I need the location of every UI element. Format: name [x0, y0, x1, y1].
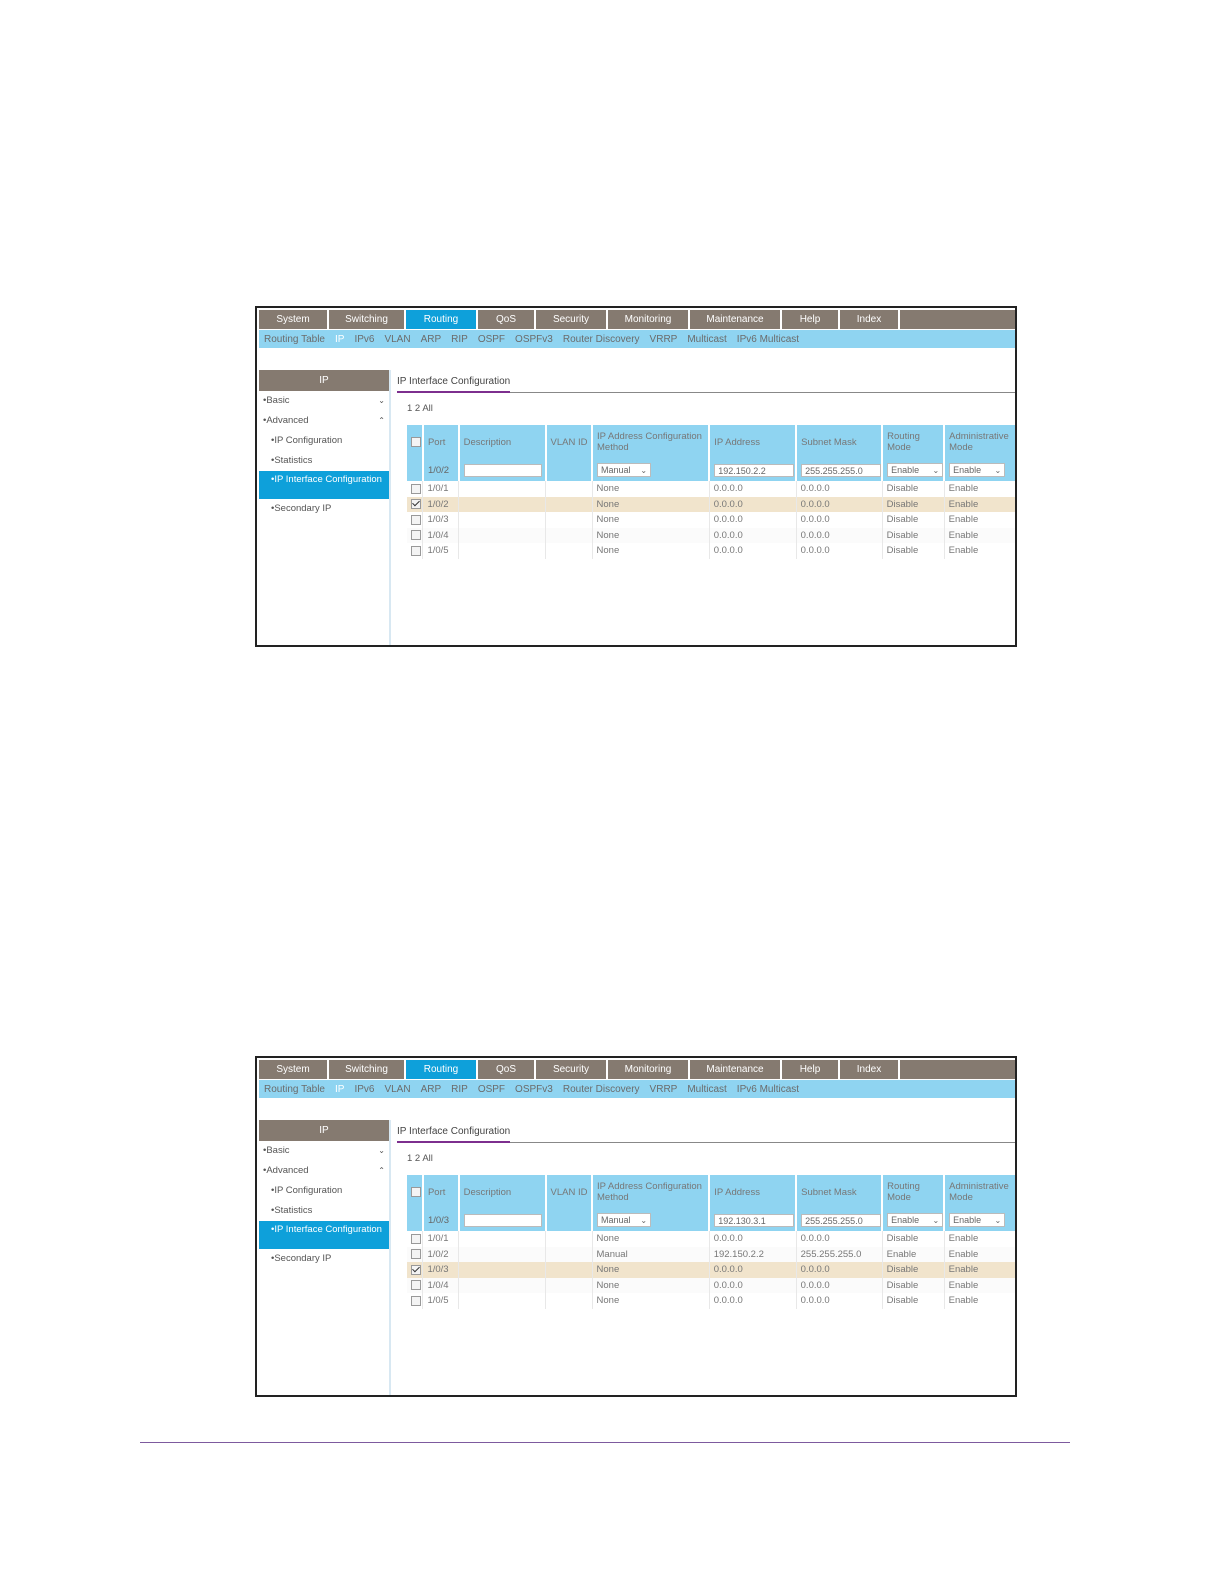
- select-all-checkbox[interactable]: [411, 437, 421, 447]
- cell-vlan-id: [546, 497, 592, 513]
- tab-qos[interactable]: QoS: [478, 1060, 536, 1079]
- cell-admin-mode: Enable: [944, 1278, 1016, 1294]
- cell-ip-address: 0.0.0.0: [709, 1231, 796, 1247]
- cell-method: None: [592, 481, 709, 497]
- column-header-subnet-mask: Subnet Mask: [796, 1175, 882, 1209]
- cell-method: None: [592, 497, 709, 513]
- cell-admin-mode: Enable: [944, 1293, 1016, 1309]
- edit-row: [407, 459, 1016, 481]
- sidebar: [259, 1120, 391, 1395]
- top-nav: [259, 1060, 1017, 1079]
- column-header-subnet-mask: Subnet Mask: [796, 425, 882, 459]
- edit-row: [407, 1209, 1016, 1231]
- tab-switching[interactable]: Switching: [329, 1060, 406, 1079]
- cell-vlan-id: [546, 481, 592, 497]
- sidebar-item-label: Statistics: [274, 455, 313, 466]
- row-checkbox[interactable]: [411, 1265, 421, 1275]
- bullet-icon: •: [263, 395, 267, 406]
- cell-port: 1/0/4: [423, 1278, 459, 1294]
- cell-port: 1/0/2: [423, 1247, 459, 1263]
- cell-vlan-id: [546, 528, 592, 544]
- subtab-ipv6[interactable]: IPv6: [354, 333, 375, 345]
- cell-description: [459, 1293, 546, 1309]
- edit-check-cell: [407, 459, 423, 481]
- pager[interactable]: 1 2 All: [407, 1153, 433, 1164]
- tab-system[interactable]: System: [259, 310, 329, 329]
- ip-address-input[interactable]: 192.130.3.1: [714, 1214, 794, 1227]
- method-select[interactable]: [597, 463, 651, 477]
- sidebar-title: IP: [259, 370, 389, 391]
- cell-description: [459, 543, 546, 559]
- top-nav: [259, 310, 1017, 329]
- cell-port: 1/0/5: [423, 1293, 459, 1309]
- cell-method: None: [592, 1293, 709, 1309]
- cell-ip-address: 0.0.0.0: [709, 512, 796, 528]
- ip-address-cell: [709, 459, 796, 481]
- cell-description: [459, 1262, 546, 1278]
- cell-method: None: [592, 1262, 709, 1278]
- tab-security[interactable]: Security: [536, 310, 608, 329]
- cell-method: None: [592, 1231, 709, 1247]
- select-all-cell: [407, 425, 423, 459]
- method-cell: [592, 1209, 709, 1231]
- cell-routing-mode: Disable: [882, 512, 944, 528]
- row-check-cell: [407, 1262, 423, 1278]
- chevron-down-icon: ⌄: [994, 1216, 1002, 1225]
- tab-monitoring[interactable]: Monitoring: [608, 1060, 690, 1079]
- cell-subnet-mask: 255.255.255.0: [796, 1247, 882, 1263]
- screenshot-1: [255, 306, 1017, 647]
- cell-vlan-id: [546, 512, 592, 528]
- row-check-cell: [407, 1293, 423, 1309]
- table-row[interactable]: [407, 1247, 1016, 1263]
- cell-description: [459, 528, 546, 544]
- tab-security[interactable]: Security: [536, 1060, 608, 1079]
- routing-mode-value: Enable: [891, 465, 920, 475]
- cell-routing-mode: Disable: [882, 1231, 944, 1247]
- method-select[interactable]: [597, 1213, 651, 1227]
- cell-port: 1/0/3: [423, 1262, 459, 1278]
- subtab-ospfv3[interactable]: OSPFv3: [515, 1083, 553, 1095]
- sidebar-title: IP: [259, 1120, 389, 1141]
- subtab-vrrp[interactable]: VRRP: [649, 333, 678, 345]
- cell-port: 1/0/3: [423, 512, 459, 528]
- sidebar-item-ip-interface-configuration[interactable]: [259, 1221, 389, 1249]
- sidebar-item-ip-configuration[interactable]: [259, 431, 389, 451]
- sidebar-item-label: IP Configuration: [274, 1185, 343, 1196]
- cell-subnet-mask: 0.0.0.0: [796, 1231, 882, 1247]
- bullet-icon: •: [271, 474, 275, 485]
- select-all-checkbox[interactable]: [411, 1187, 421, 1197]
- table-row[interactable]: [407, 1293, 1016, 1309]
- edit-description-cell: [459, 459, 546, 481]
- tab-routing[interactable]: Routing: [406, 310, 478, 329]
- cell-routing-mode: Disable: [882, 528, 944, 544]
- row-check-cell: [407, 497, 423, 513]
- main-content: [397, 1120, 1017, 1307]
- screenshot-2: [255, 1056, 1017, 1397]
- chevron-down-icon: ⌄: [640, 466, 648, 475]
- admin-mode-select[interactable]: [949, 463, 1005, 477]
- subtab-ospf[interactable]: OSPF: [477, 333, 506, 345]
- subtab-vrrp[interactable]: VRRP: [649, 1083, 678, 1095]
- cell-method: None: [592, 1278, 709, 1294]
- sidebar-item-label: IP Interface Configuration: [274, 1224, 382, 1235]
- chevron-up-icon[interactable]: ⌃: [378, 1166, 385, 1175]
- cell-vlan-id: [546, 1262, 592, 1278]
- table-row[interactable]: [407, 528, 1016, 544]
- tab-index[interactable]: Index: [840, 1060, 900, 1079]
- pager[interactable]: 1 2 All: [407, 403, 433, 414]
- cell-method: None: [592, 528, 709, 544]
- subtab-ipv6[interactable]: IPv6: [354, 1083, 375, 1095]
- bullet-icon: •: [263, 1165, 267, 1176]
- sidebar-item-label: Basic: [266, 395, 290, 406]
- column-header-administrative-mode: Administrative Mode: [944, 425, 1016, 459]
- sidebar-item-label: IP Interface Configuration: [274, 474, 382, 485]
- bullet-icon: •: [271, 1185, 275, 1196]
- bullet-icon: •: [271, 1205, 275, 1216]
- table-row[interactable]: [407, 1262, 1016, 1278]
- subnet-mask-cell: [796, 459, 882, 481]
- cell-subnet-mask: 0.0.0.0: [796, 1278, 882, 1294]
- column-header-vlan-id: VLAN ID: [546, 1175, 592, 1209]
- sidebar-item-label: Advanced: [266, 415, 309, 426]
- row-check-cell: [407, 1231, 423, 1247]
- routing-mode-select[interactable]: [887, 463, 943, 477]
- subnet-mask-input[interactable]: 255.255.255.0: [801, 1214, 881, 1227]
- row-checkbox[interactable]: [411, 1280, 421, 1290]
- column-header-port: Port: [423, 425, 459, 459]
- sidebar-item-label: Secondary IP: [274, 503, 332, 514]
- cell-admin-mode: Enable: [944, 528, 1016, 544]
- row-checkbox[interactable]: [411, 546, 421, 556]
- cell-admin-mode: Enable: [944, 497, 1016, 513]
- column-header-ip-address: IP Address: [709, 1175, 796, 1209]
- ip-interface-table: [407, 1175, 1017, 1309]
- sidebar-item-label: Advanced: [266, 1165, 309, 1176]
- description-input[interactable]: [464, 1214, 542, 1227]
- main-content: [397, 370, 1017, 557]
- subtab-routing-table[interactable]: Routing Table: [264, 1083, 325, 1095]
- cell-port: 1/0/5: [423, 543, 459, 559]
- description-input[interactable]: [464, 464, 542, 477]
- column-header-ip-address: IP Address: [709, 425, 796, 459]
- row-checkbox[interactable]: [411, 499, 421, 509]
- cell-description: [459, 1278, 546, 1294]
- bullet-icon: •: [271, 435, 275, 446]
- cell-admin-mode: Enable: [944, 543, 1016, 559]
- cell-ip-address: 192.150.2.2: [709, 1247, 796, 1263]
- chevron-down-icon[interactable]: ⌄: [378, 396, 385, 405]
- table-row[interactable]: [407, 512, 1016, 528]
- edit-port: 1/0/2: [423, 459, 459, 481]
- admin-mode-cell: [944, 459, 1016, 481]
- subtab-arp[interactable]: ARP: [420, 1083, 442, 1095]
- cell-subnet-mask: 0.0.0.0: [796, 481, 882, 497]
- tab-qos[interactable]: QoS: [478, 310, 536, 329]
- column-header-description: Description: [459, 1175, 546, 1209]
- cell-subnet-mask: 0.0.0.0: [796, 1262, 882, 1278]
- cell-port: 1/0/1: [423, 481, 459, 497]
- sidebar-item-secondary-ip[interactable]: [259, 1249, 389, 1269]
- sidebar-item-label: IP Configuration: [274, 435, 343, 446]
- chevron-up-icon[interactable]: ⌃: [378, 416, 385, 425]
- cell-subnet-mask: 0.0.0.0: [796, 497, 882, 513]
- row-check-cell: [407, 512, 423, 528]
- subtab-multicast[interactable]: Multicast: [687, 333, 727, 345]
- sidebar-item-secondary-ip[interactable]: [259, 499, 389, 519]
- cell-ip-address: 0.0.0.0: [709, 481, 796, 497]
- bullet-icon: •: [271, 503, 275, 514]
- cell-vlan-id: [546, 1247, 592, 1263]
- cell-subnet-mask: 0.0.0.0: [796, 1293, 882, 1309]
- bullet-icon: •: [271, 1224, 275, 1235]
- cell-method: None: [592, 543, 709, 559]
- row-checkbox[interactable]: [411, 484, 421, 494]
- column-header-ip-address-configuration-method: IP Address Configuration Method: [592, 425, 709, 459]
- subtab-vlan[interactable]: VLAN: [384, 333, 411, 345]
- cell-ip-address: 0.0.0.0: [709, 1293, 796, 1309]
- cell-subnet-mask: 0.0.0.0: [796, 543, 882, 559]
- sidebar-item-statistics[interactable]: [259, 1201, 389, 1221]
- cell-vlan-id: [546, 1278, 592, 1294]
- subtab-ospf[interactable]: OSPF: [477, 1083, 506, 1095]
- routing-mode-value: Enable: [891, 1215, 920, 1225]
- admin-mode-value: Enable: [953, 1215, 982, 1225]
- subtab-vlan[interactable]: VLAN: [384, 1083, 411, 1095]
- cell-vlan-id: [546, 1293, 592, 1309]
- cell-ip-address: 0.0.0.0: [709, 1262, 796, 1278]
- column-header-routing-mode: Routing Mode: [882, 425, 944, 459]
- tab-index[interactable]: Index: [840, 310, 900, 329]
- bullet-icon: •: [271, 455, 275, 466]
- row-check-cell: [407, 543, 423, 559]
- subnet-mask-input[interactable]: 255.255.255.0: [801, 464, 881, 477]
- row-checkbox[interactable]: [411, 1296, 421, 1306]
- cell-routing-mode: Disable: [882, 1293, 944, 1309]
- subtab-ip[interactable]: IP: [334, 1083, 345, 1095]
- method-value: Manual: [601, 1215, 631, 1225]
- row-check-cell: [407, 1247, 423, 1263]
- cell-ip-address: 0.0.0.0: [709, 528, 796, 544]
- subtab-multicast[interactable]: Multicast: [687, 1083, 727, 1095]
- cell-routing-mode: Disable: [882, 543, 944, 559]
- cell-routing-mode: Enable: [882, 1247, 944, 1263]
- cell-admin-mode: Enable: [944, 512, 1016, 528]
- chevron-down-icon: ⌄: [932, 466, 940, 475]
- subnet-mask-cell: [796, 1209, 882, 1231]
- column-header-port: Port: [423, 1175, 459, 1209]
- cell-admin-mode: Enable: [944, 1247, 1016, 1263]
- cell-method: None: [592, 512, 709, 528]
- sidebar-item-advanced[interactable]: [259, 411, 389, 431]
- cell-vlan-id: [546, 1231, 592, 1247]
- sidebar: [259, 370, 391, 645]
- row-check-cell: [407, 528, 423, 544]
- chevron-down-icon: ⌄: [640, 1216, 648, 1225]
- edit-vlan-id: [546, 1209, 592, 1231]
- sidebar-item-advanced[interactable]: [259, 1161, 389, 1181]
- cell-ip-address: 0.0.0.0: [709, 543, 796, 559]
- sidebar-item-basic[interactable]: [259, 391, 389, 411]
- cell-description: [459, 497, 546, 513]
- sidebar-item-ip-configuration[interactable]: [259, 1181, 389, 1201]
- column-header-routing-mode: Routing Mode: [882, 1175, 944, 1209]
- bullet-icon: •: [263, 1145, 267, 1156]
- sidebar-item-label: Basic: [266, 1145, 290, 1156]
- subtab-routing-table[interactable]: Routing Table: [264, 333, 325, 345]
- column-header-administrative-mode: Administrative Mode: [944, 1175, 1016, 1209]
- column-header-ip-address-configuration-method: IP Address Configuration Method: [592, 1175, 709, 1209]
- cell-description: [459, 1247, 546, 1263]
- admin-mode-cell: [944, 1209, 1016, 1231]
- subtab-ipv6-multicast[interactable]: IPv6 Multicast: [736, 1083, 800, 1095]
- subtab-ip[interactable]: IP: [334, 333, 345, 345]
- footer-rule: [140, 1442, 1070, 1443]
- cell-routing-mode: Disable: [882, 1278, 944, 1294]
- cell-routing-mode: Disable: [882, 497, 944, 513]
- sidebar-item-basic[interactable]: [259, 1141, 389, 1161]
- tab-maintenance[interactable]: Maintenance: [690, 1060, 782, 1079]
- routing-mode-cell: [882, 459, 944, 481]
- row-checkbox[interactable]: [411, 1249, 421, 1259]
- table-row[interactable]: [407, 543, 1016, 559]
- edit-description-cell: [459, 1209, 546, 1231]
- cell-admin-mode: Enable: [944, 1231, 1016, 1247]
- cell-subnet-mask: 0.0.0.0: [796, 512, 882, 528]
- cell-subnet-mask: 0.0.0.0: [796, 528, 882, 544]
- table-row[interactable]: [407, 1278, 1016, 1294]
- select-all-cell: [407, 1175, 423, 1209]
- page-title: IP Interface Configuration: [397, 1120, 1017, 1143]
- row-check-cell: [407, 481, 423, 497]
- cell-admin-mode: Enable: [944, 481, 1016, 497]
- sidebar-item-statistics[interactable]: [259, 451, 389, 471]
- cell-description: [459, 512, 546, 528]
- row-checkbox[interactable]: [411, 515, 421, 525]
- sidebar-item-label: Statistics: [274, 1205, 313, 1216]
- tab-routing[interactable]: Routing: [406, 1060, 478, 1079]
- admin-mode-value: Enable: [953, 465, 982, 475]
- tab-maintenance[interactable]: Maintenance: [690, 310, 782, 329]
- subtab-router-discovery[interactable]: Router Discovery: [562, 1083, 640, 1095]
- ip-interface-table: [407, 425, 1017, 559]
- sidebar-item-label: Secondary IP: [274, 1253, 332, 1264]
- table-row[interactable]: [407, 497, 1016, 513]
- bullet-icon: •: [263, 415, 267, 426]
- tab-switching[interactable]: Switching: [329, 310, 406, 329]
- cell-port: 1/0/2: [423, 497, 459, 513]
- sidebar-item-ip-interface-configuration[interactable]: [259, 471, 389, 499]
- table-row[interactable]: [407, 481, 1016, 497]
- cell-description: [459, 481, 546, 497]
- cell-vlan-id: [546, 543, 592, 559]
- sub-nav: [259, 330, 1017, 348]
- subtab-router-discovery[interactable]: Router Discovery: [562, 333, 640, 345]
- method-cell: [592, 459, 709, 481]
- cell-method: Manual: [592, 1247, 709, 1263]
- edit-vlan-id: [546, 459, 592, 481]
- row-check-cell: [407, 1278, 423, 1294]
- table-row[interactable]: [407, 1231, 1016, 1247]
- subtab-arp[interactable]: ARP: [420, 333, 442, 345]
- routing-mode-select[interactable]: [887, 1213, 943, 1227]
- tab-monitoring[interactable]: Monitoring: [608, 310, 690, 329]
- cell-admin-mode: Enable: [944, 1262, 1016, 1278]
- routing-mode-cell: [882, 1209, 944, 1231]
- column-header-vlan-id: VLAN ID: [546, 425, 592, 459]
- subtab-ospfv3[interactable]: OSPFv3: [515, 333, 553, 345]
- column-header-description: Description: [459, 425, 546, 459]
- cell-port: 1/0/1: [423, 1231, 459, 1247]
- chevron-down-icon: ⌄: [932, 1216, 940, 1225]
- ip-address-input[interactable]: 192.150.2.2: [714, 464, 794, 477]
- edit-port: 1/0/3: [423, 1209, 459, 1231]
- subtab-rip[interactable]: RIP: [451, 333, 468, 345]
- sub-nav: [259, 1080, 1017, 1098]
- page-title: IP Interface Configuration: [397, 370, 1017, 393]
- subtab-ipv6-multicast[interactable]: IPv6 Multicast: [736, 333, 800, 345]
- method-value: Manual: [601, 465, 631, 475]
- edit-check-cell: [407, 1209, 423, 1231]
- ip-address-cell: [709, 1209, 796, 1231]
- tab-help[interactable]: Help: [782, 310, 840, 329]
- chevron-down-icon: ⌄: [994, 466, 1002, 475]
- tab-system[interactable]: System: [259, 1060, 329, 1079]
- cell-ip-address: 0.0.0.0: [709, 1278, 796, 1294]
- row-checkbox[interactable]: [411, 530, 421, 540]
- admin-mode-select[interactable]: [949, 1213, 1005, 1227]
- cell-routing-mode: Disable: [882, 1262, 944, 1278]
- bullet-icon: •: [271, 1253, 275, 1264]
- chevron-down-icon[interactable]: ⌄: [378, 1146, 385, 1155]
- subtab-rip[interactable]: RIP: [451, 1083, 468, 1095]
- cell-port: 1/0/4: [423, 528, 459, 544]
- cell-description: [459, 1231, 546, 1247]
- cell-ip-address: 0.0.0.0: [709, 497, 796, 513]
- row-checkbox[interactable]: [411, 1234, 421, 1244]
- tab-help[interactable]: Help: [782, 1060, 840, 1079]
- cell-routing-mode: Disable: [882, 481, 944, 497]
